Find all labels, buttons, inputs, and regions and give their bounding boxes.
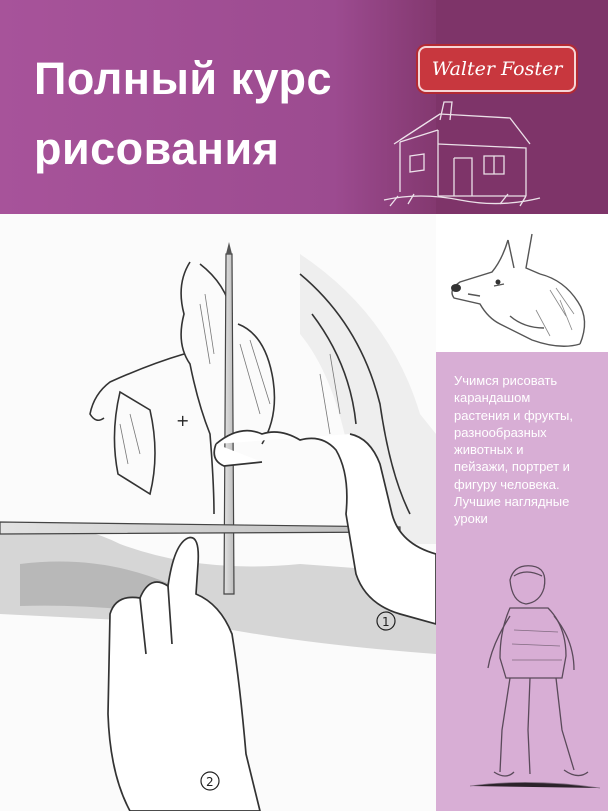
description-line: фигуру человека. [454,476,560,492]
description-text [454,372,604,528]
description-line: Учимся рисовать [454,373,558,388]
dog-sketch-icon [440,220,600,360]
house-sketch-icon [380,100,550,210]
description-line: пейзажи, портрет и [454,459,570,475]
publisher-logo-text: Walter Foster [431,58,563,80]
step-number-1: 1 [382,615,390,629]
main-illustration [0,214,436,811]
description-line: животных и [454,442,524,458]
pencil-measuring-sketch [0,214,436,811]
description-line: разнообразных [454,424,547,440]
cross-mark: + [176,411,190,430]
description-line: карандашом [454,390,531,406]
description-line: растения и фрукты, [454,407,573,423]
description-line: Лучшие наглядные [454,494,570,510]
title-line-1: Полный курс [34,53,333,104]
step-number-2: 2 [206,775,214,789]
description-line: уроки [454,511,488,527]
boy-sketch-icon [470,560,600,800]
publisher-logo [418,46,576,92]
title-line-2: рисования [34,123,280,174]
